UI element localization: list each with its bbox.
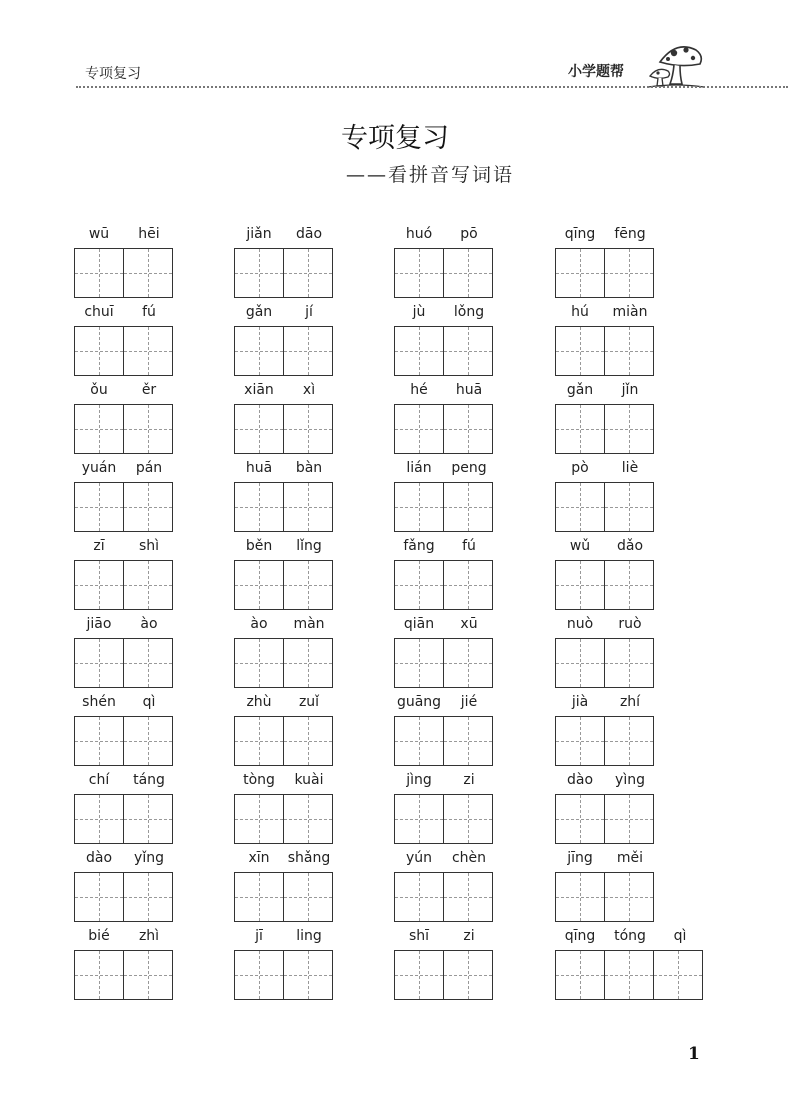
tianzige-box[interactable] (123, 872, 173, 922)
tianzige-box[interactable] (123, 794, 173, 844)
tianzige-box[interactable] (283, 950, 333, 1000)
tianzige-box[interactable] (604, 872, 654, 922)
writing-box-group (555, 638, 654, 688)
word-item (555, 460, 654, 532)
pinyin-row (74, 382, 173, 404)
pinyin-syllable: liè (621, 460, 639, 476)
tianzige-box[interactable] (74, 872, 124, 922)
word-item (394, 304, 493, 376)
pinyin-syllable: qīng (564, 226, 596, 242)
pinyin-syllable: fú (462, 538, 476, 554)
pinyin-syllable: jù (412, 304, 426, 320)
tianzige-box[interactable] (123, 248, 173, 298)
word-item (394, 382, 493, 454)
tianzige-box[interactable] (394, 638, 444, 688)
tianzige-box[interactable] (123, 950, 173, 1000)
writing-box-group (394, 482, 493, 532)
tianzige-box[interactable] (234, 326, 284, 376)
tianzige-box[interactable] (283, 872, 333, 922)
writing-box-group (555, 872, 654, 922)
pinyin-syllable: dǎo (616, 538, 644, 554)
tianzige-box[interactable] (604, 404, 654, 454)
word-item (555, 382, 654, 454)
pinyin-syllable: táng (133, 772, 165, 788)
pinyin-syllable: jī (255, 928, 263, 944)
writing-box-group (555, 560, 654, 610)
pinyin-syllable: jié (460, 694, 478, 710)
pinyin-row (234, 850, 333, 872)
pinyin-row (555, 850, 654, 872)
pinyin-row (394, 616, 493, 638)
tianzige-box[interactable] (604, 248, 654, 298)
pinyin-row (234, 928, 333, 950)
pinyin-syllable: jiǎn (246, 226, 272, 242)
pinyin-syllable: ào (250, 616, 268, 632)
tianzige-box[interactable] (555, 248, 605, 298)
pinyin-row (394, 226, 493, 248)
header-section-label: 专项复习 (85, 66, 141, 82)
page-subtitle: ——看拼音写词语 (346, 164, 515, 186)
pinyin-syllable: lǒng (453, 304, 485, 320)
tianzige-box[interactable] (234, 794, 284, 844)
pinyin-syllable: chuī (84, 304, 114, 320)
tianzige-box[interactable] (604, 638, 654, 688)
word-item (74, 538, 173, 610)
word-item (555, 850, 654, 922)
tianzige-box[interactable] (234, 404, 284, 454)
tianzige-box[interactable] (234, 560, 284, 610)
writing-box-group (394, 560, 493, 610)
word-item (234, 226, 333, 298)
tianzige-box[interactable] (234, 950, 284, 1000)
pinyin-row (74, 772, 173, 794)
pinyin-syllable: hé (410, 382, 428, 398)
tianzige-box[interactable] (555, 872, 605, 922)
header-divider (76, 86, 788, 88)
writing-box-group (74, 638, 173, 688)
word-item (394, 226, 493, 298)
writing-box-group (394, 638, 493, 688)
word-item (74, 226, 173, 298)
tianzige-box[interactable] (555, 326, 605, 376)
pinyin-syllable: huā (455, 382, 483, 398)
tianzige-box[interactable] (555, 404, 605, 454)
pinyin-row (555, 304, 654, 326)
pinyin-row (74, 850, 173, 872)
pinyin-syllable: yún (405, 850, 433, 866)
writing-box-group (555, 794, 654, 844)
tianzige-box[interactable] (394, 482, 444, 532)
pinyin-row (234, 538, 333, 560)
writing-box-group (394, 872, 493, 922)
pinyin-row (555, 538, 654, 560)
writing-box-group (234, 638, 333, 688)
pinyin-syllable: peng (451, 460, 487, 476)
pinyin-row (234, 382, 333, 404)
pinyin-syllable: huó (405, 226, 433, 242)
tianzige-box[interactable] (604, 560, 654, 610)
word-item (234, 694, 333, 766)
pinyin-syllable: wǔ (569, 538, 591, 554)
pinyin-syllable: pán (135, 460, 163, 476)
pinyin-syllable: tòng (243, 772, 275, 788)
word-item (394, 850, 493, 922)
word-item (234, 304, 333, 376)
pinyin-syllable: jìng (406, 772, 432, 788)
tianzige-box[interactable] (283, 716, 333, 766)
pinyin-row (74, 616, 173, 638)
tianzige-box[interactable] (555, 560, 605, 610)
tianzige-box[interactable] (123, 716, 173, 766)
pinyin-row (555, 460, 654, 482)
tianzige-box[interactable] (234, 248, 284, 298)
tianzige-box[interactable] (394, 950, 444, 1000)
pinyin-syllable: guāng (396, 694, 442, 710)
pinyin-syllable: tóng (614, 928, 646, 944)
pinyin-syllable: qì (142, 694, 156, 710)
writing-box-group (74, 716, 173, 766)
pinyin-syllable: zhì (138, 928, 160, 944)
word-item (555, 304, 654, 376)
tianzige-box[interactable] (283, 404, 333, 454)
tianzige-box[interactable] (234, 638, 284, 688)
tianzige-box[interactable] (234, 872, 284, 922)
tianzige-box[interactable] (283, 482, 333, 532)
pinyin-row (555, 772, 654, 794)
pinyin-syllable: lián (406, 460, 432, 476)
tianzige-box[interactable] (74, 794, 124, 844)
pinyin-syllable: chí (88, 772, 110, 788)
writing-box-group (234, 794, 333, 844)
pinyin-syllable: pò (571, 460, 589, 476)
tianzige-box[interactable] (123, 326, 173, 376)
tianzige-box[interactable] (443, 248, 493, 298)
pinyin-syllable: xū (460, 616, 478, 632)
tianzige-box[interactable] (604, 326, 654, 376)
pinyin-row (555, 928, 703, 950)
tianzige-box[interactable] (283, 248, 333, 298)
pinyin-row (74, 928, 173, 950)
pinyin-syllable: hú (571, 304, 589, 320)
pinyin-syllable: màn (293, 616, 325, 632)
tianzige-box[interactable] (604, 482, 654, 532)
mushroom-logo-icon (646, 40, 706, 92)
pinyin-row (234, 616, 333, 638)
pinyin-syllable: qì (673, 928, 687, 944)
word-item (555, 226, 654, 298)
writing-box-group (74, 482, 173, 532)
tianzige-box[interactable] (234, 716, 284, 766)
pinyin-syllable: xiān (244, 382, 274, 398)
pinyin-syllable: zhù (246, 694, 272, 710)
tianzige-box[interactable] (653, 950, 703, 1000)
pinyin-syllable: miàn (612, 304, 648, 320)
word-item (555, 538, 654, 610)
writing-box-group (74, 326, 173, 376)
tianzige-box[interactable] (394, 872, 444, 922)
writing-box-group (74, 950, 173, 1000)
writing-box-group (234, 716, 333, 766)
writing-box-group (234, 950, 333, 1000)
tianzige-box[interactable] (555, 794, 605, 844)
pinyin-row (394, 460, 493, 482)
word-item (74, 850, 173, 922)
word-item (555, 928, 703, 1000)
tianzige-box[interactable] (283, 560, 333, 610)
pinyin-row (394, 382, 493, 404)
pinyin-syllable: shī (408, 928, 430, 944)
word-item (234, 616, 333, 688)
tianzige-box[interactable] (555, 482, 605, 532)
pinyin-syllable: wū (88, 226, 110, 242)
word-item (74, 460, 173, 532)
word-item (394, 616, 493, 688)
word-item (394, 460, 493, 532)
pinyin-syllable: jí (305, 304, 313, 320)
word-item (555, 772, 654, 844)
writing-box-group (555, 248, 654, 298)
tianzige-box[interactable] (443, 404, 493, 454)
tianzige-box[interactable] (555, 638, 605, 688)
tianzige-box[interactable] (555, 716, 605, 766)
word-item (234, 382, 333, 454)
pinyin-row (394, 850, 493, 872)
pinyin-row (394, 772, 493, 794)
pinyin-row (234, 304, 333, 326)
pinyin-syllable: bié (88, 928, 110, 944)
writing-box-group (74, 872, 173, 922)
writing-box-group (394, 404, 493, 454)
pinyin-syllable: běn (245, 538, 273, 554)
pinyin-row (74, 538, 173, 560)
pinyin-syllable: yǐng (134, 850, 164, 866)
pinyin-syllable: zhí (619, 694, 641, 710)
pinyin-syllable: zī (93, 538, 105, 554)
writing-box-group (555, 716, 654, 766)
tianzige-box[interactable] (443, 794, 493, 844)
pinyin-syllable: qiān (403, 616, 435, 632)
pinyin-row (555, 694, 654, 716)
tianzige-box[interactable] (555, 950, 605, 1000)
tianzige-box[interactable] (74, 326, 124, 376)
word-item (394, 772, 493, 844)
pinyin-row (394, 928, 493, 950)
page-title: 专项复习 (341, 123, 449, 154)
writing-box-group (555, 404, 654, 454)
writing-box-group (394, 950, 493, 1000)
tianzige-box[interactable] (443, 716, 493, 766)
pinyin-row (394, 304, 493, 326)
tianzige-box[interactable] (443, 482, 493, 532)
pinyin-syllable: zi (463, 928, 475, 944)
tianzige-box[interactable] (394, 326, 444, 376)
writing-box-group (555, 950, 703, 1000)
pinyin-syllable: bàn (295, 460, 323, 476)
tianzige-box[interactable] (74, 482, 124, 532)
pinyin-row (234, 772, 333, 794)
pinyin-row (394, 694, 493, 716)
pinyin-syllable: xīn (248, 850, 270, 866)
pinyin-row (74, 694, 173, 716)
tianzige-box[interactable] (394, 716, 444, 766)
writing-box-group (234, 872, 333, 922)
tianzige-box[interactable] (443, 950, 493, 1000)
pinyin-syllable: ǒu (90, 382, 108, 398)
header-brand: 小学题帮 (568, 64, 624, 80)
pinyin-row (234, 226, 333, 248)
writing-box-group (234, 248, 333, 298)
pinyin-syllable: shén (82, 694, 116, 710)
tianzige-box[interactable] (394, 794, 444, 844)
pinyin-syllable: shǎng (287, 850, 331, 866)
pinyin-syllable: nuò (566, 616, 594, 632)
word-item (394, 694, 493, 766)
pinyin-syllable: fēng (614, 226, 646, 242)
pinyin-syllable: lǐng (296, 538, 322, 554)
word-item (555, 694, 654, 766)
pinyin-row (394, 538, 493, 560)
tianzige-box[interactable] (74, 560, 124, 610)
pinyin-syllable: měi (616, 850, 644, 866)
writing-box-group (234, 404, 333, 454)
tianzige-box[interactable] (443, 638, 493, 688)
writing-box-group (555, 482, 654, 532)
pinyin-row (74, 460, 173, 482)
tianzige-box[interactable] (283, 794, 333, 844)
word-item (394, 928, 493, 1000)
writing-box-group (394, 326, 493, 376)
pinyin-syllable: xì (302, 382, 316, 398)
tianzige-box[interactable] (283, 638, 333, 688)
pinyin-syllable: chèn (451, 850, 487, 866)
word-item (74, 382, 173, 454)
tianzige-box[interactable] (123, 404, 173, 454)
word-item (234, 850, 333, 922)
writing-box-group (394, 248, 493, 298)
tianzige-box[interactable] (123, 482, 173, 532)
pinyin-row (555, 382, 654, 404)
pinyin-syllable: hēi (138, 226, 160, 242)
pinyin-syllable: zuǐ (298, 694, 320, 710)
tianzige-box[interactable] (443, 560, 493, 610)
tianzige-box[interactable] (123, 638, 173, 688)
tianzige-box[interactable] (74, 716, 124, 766)
writing-box-group (74, 560, 173, 610)
pinyin-syllable: dào (85, 850, 113, 866)
tianzige-box[interactable] (283, 326, 333, 376)
word-item (74, 694, 173, 766)
pinyin-syllable: huā (245, 460, 273, 476)
tianzige-box[interactable] (604, 716, 654, 766)
pinyin-syllable: ào (140, 616, 158, 632)
pinyin-syllable: jīng (567, 850, 593, 866)
pinyin-syllable: jiāo (86, 616, 112, 632)
pinyin-syllable: dāo (295, 226, 323, 242)
writing-box-group (234, 326, 333, 376)
word-item (555, 616, 654, 688)
writing-box-group (555, 326, 654, 376)
word-item (234, 772, 333, 844)
writing-box-group (74, 404, 173, 454)
pinyin-syllable: fú (142, 304, 156, 320)
writing-box-group (234, 482, 333, 532)
pinyin-row (74, 226, 173, 248)
word-item (394, 538, 493, 610)
tianzige-box[interactable] (604, 794, 654, 844)
pinyin-row (234, 460, 333, 482)
word-item (74, 616, 173, 688)
pinyin-syllable: kuài (294, 772, 324, 788)
tianzige-box[interactable] (443, 872, 493, 922)
pinyin-syllable: ruò (618, 616, 642, 632)
word-item (74, 304, 173, 376)
writing-box-group (394, 716, 493, 766)
pinyin-syllable: zi (463, 772, 475, 788)
page-number: 1 (688, 1044, 700, 1064)
pinyin-syllable: yuán (81, 460, 117, 476)
word-item (234, 928, 333, 1000)
writing-box-group (74, 794, 173, 844)
pinyin-syllable: yìng (615, 772, 645, 788)
tianzige-box[interactable] (604, 950, 654, 1000)
pinyin-syllable: pō (460, 226, 478, 242)
pinyin-syllable: ling (296, 928, 322, 944)
tianzige-box[interactable] (74, 950, 124, 1000)
tianzige-box[interactable] (394, 248, 444, 298)
pinyin-syllable: gǎn (566, 382, 594, 398)
pinyin-row (234, 694, 333, 716)
pinyin-syllable: qīng (564, 928, 596, 944)
pinyin-row (555, 616, 654, 638)
tianzige-box[interactable] (443, 326, 493, 376)
word-item (74, 772, 173, 844)
word-item (234, 460, 333, 532)
tianzige-box[interactable] (74, 638, 124, 688)
tianzige-box[interactable] (394, 560, 444, 610)
word-item (234, 538, 333, 610)
pinyin-row (555, 226, 654, 248)
pinyin-syllable: dào (566, 772, 594, 788)
pinyin-syllable: gǎn (245, 304, 273, 320)
writing-box-group (394, 794, 493, 844)
pinyin-syllable: jǐn (621, 382, 639, 398)
tianzige-box[interactable] (74, 404, 124, 454)
tianzige-box[interactable] (394, 404, 444, 454)
pinyin-syllable: fǎng (403, 538, 435, 554)
writing-box-group (74, 248, 173, 298)
writing-box-group (234, 560, 333, 610)
pinyin-syllable: jià (571, 694, 589, 710)
tianzige-box[interactable] (234, 482, 284, 532)
tianzige-box[interactable] (123, 560, 173, 610)
tianzige-box[interactable] (74, 248, 124, 298)
word-item (74, 928, 173, 1000)
pinyin-syllable: shì (138, 538, 160, 554)
pinyin-row (74, 304, 173, 326)
pinyin-syllable: ěr (141, 382, 157, 398)
